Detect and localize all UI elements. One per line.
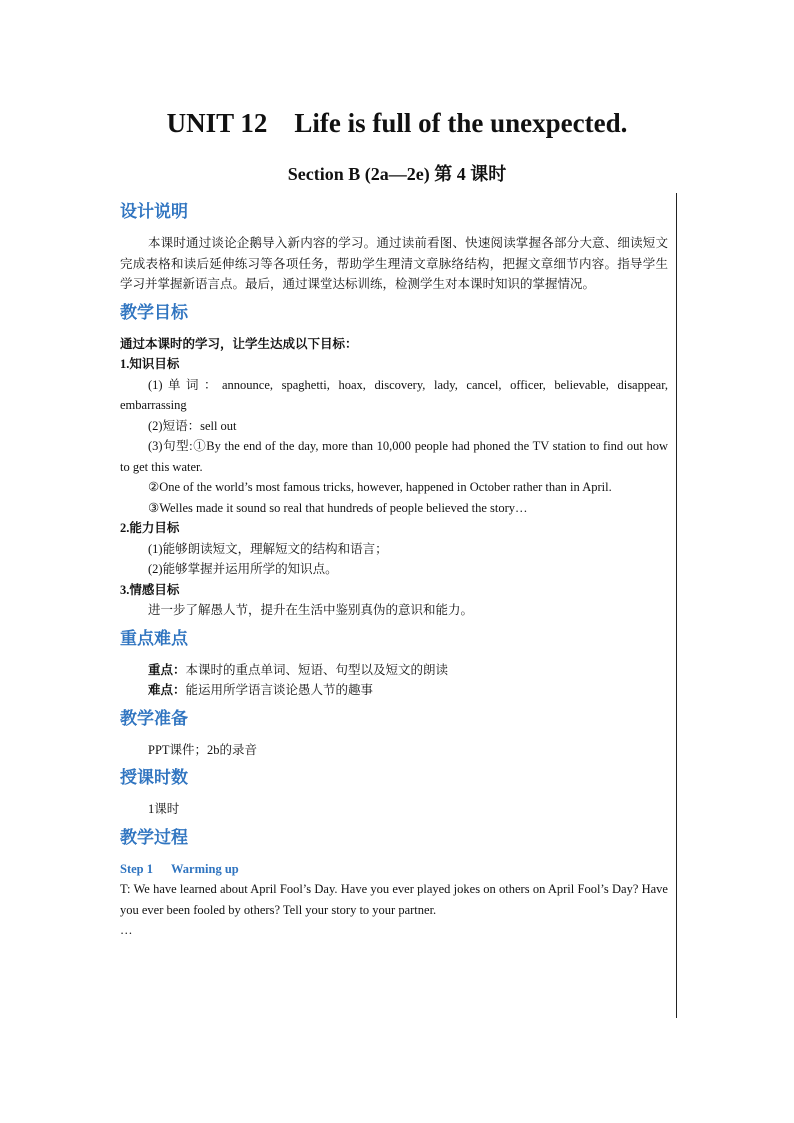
sentence-3: ③Welles made it sound so real that hundreds of people believed the story… <box>148 500 528 515</box>
hours-heading: 授课时数 <box>120 768 188 788</box>
vocab-line: (1)单词：announce, spaghetti, hoax, discovery, lady, cancel, officer, believable, disappear, embarrassing <box>120 377 668 412</box>
difficulty-line <box>120 680 668 701</box>
page-title: UNIT 12 Life is full of the unexpected. <box>166 108 628 138</box>
key-point-label: 重点： <box>148 662 186 677</box>
objectives-heading: 教学目标 <box>120 302 188 323</box>
document-body <box>120 198 668 941</box>
key-point-text: 本课时的重点单词、短语、句型以及短文的朗读 <box>185 662 449 677</box>
step-1-text: T: We have learned about April Fool’s Day. Have you ever played jokes on others on April Fool’s Day? Have you ever been fooled by others? Tell your story to your partner. <box>120 882 668 917</box>
sentence-2: ②One of the world’s most famous tricks, however, happened in October rather than in April. <box>148 480 612 494</box>
emotion-title: 3.情感目标 <box>120 582 180 597</box>
keypoints-heading: 重点难点 <box>120 628 188 649</box>
design-heading: 设计说明 <box>120 202 188 222</box>
step-1-ellipsis: … <box>120 923 133 937</box>
emotion-text: 进一步了解愚人节，提升在生活中鉴别真伪的意识和能力。 <box>148 603 474 617</box>
phrase-line: (2)短语：sell out <box>148 418 237 433</box>
page-subtitle: Section B (2a—2e) 第 4 课时 <box>287 164 507 184</box>
ability-1: (1)能够朗读短文，理解短文的结构和语言； <box>148 541 388 556</box>
difficulty-text: 能运用所学语言谈论愚人节的趣事 <box>185 683 374 697</box>
step-1-name: Warming up <box>171 861 239 876</box>
right-margin-rule <box>676 193 677 1018</box>
difficulty-label: 难点： <box>148 683 186 697</box>
ability-2: (2)能够掌握并运用所学的知识点。 <box>148 562 338 576</box>
preparation-heading: 教学准备 <box>120 708 188 729</box>
design-text: 本课时通过谈论企鹅导入新内容的学习。通过读前看图、快速阅读掌握各部分大意、细读短文完成表格和读后延伸练习等各项任务，帮助学生理清文章脉络结构，把握文章细节内容。指导学生学习并掌握新语言点。最后，通过课堂达标训练，检测学生对本课时知识的掌握情况。 <box>120 236 668 291</box>
process-heading: 教学过程 <box>120 827 188 848</box>
objectives-intro: 通过本课时的学习，让学生达成以下目标： <box>120 336 358 351</box>
key-point-line <box>120 660 668 681</box>
hours-text: 1课时 <box>148 802 180 816</box>
preparation-text: PPT课件；2b的录音 <box>148 742 258 757</box>
sentence-1: (3)句型:①By the end of the day, more than 10,000 people had phoned the TV station to find out how to get this water. <box>120 439 668 474</box>
ability-title: 2.能力目标 <box>120 521 180 535</box>
step-1-label: Step 1 <box>120 861 153 876</box>
knowledge-title: 1.知识目标 <box>120 357 180 371</box>
step-1-heading <box>120 859 668 880</box>
